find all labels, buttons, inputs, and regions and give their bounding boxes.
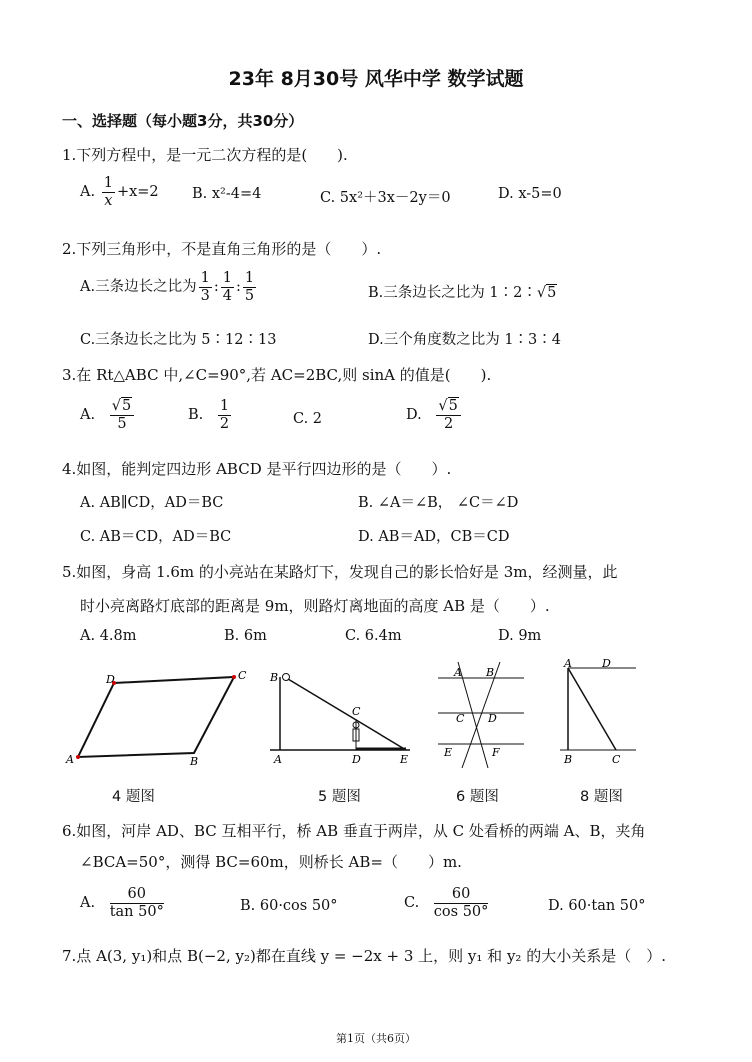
fraction bbox=[110, 398, 134, 432]
fraction bbox=[436, 398, 460, 432]
figure-6-parallel-lines bbox=[436, 658, 526, 773]
point-a bbox=[76, 755, 80, 759]
question-6-option-b: B. 60·cos 50° bbox=[240, 898, 338, 914]
question-1-option-b: B. x²-4=4 bbox=[192, 186, 262, 202]
fraction bbox=[102, 175, 115, 209]
fraction bbox=[218, 398, 231, 432]
label-a: A bbox=[454, 666, 462, 679]
numerator: √5 bbox=[436, 398, 460, 416]
question-1-option-a bbox=[80, 175, 159, 209]
label-b: B bbox=[486, 666, 495, 679]
question-3-option-c: C. 2 bbox=[293, 411, 323, 427]
page-title: 23年 8月30号 风华中学 数学试题 bbox=[228, 68, 524, 90]
option-label: D. bbox=[406, 407, 422, 424]
fraction bbox=[243, 270, 256, 304]
label-d: D bbox=[106, 673, 115, 686]
figure-4-parallelogram bbox=[60, 665, 250, 775]
segment-ac bbox=[568, 668, 616, 750]
question-3-option-a bbox=[80, 398, 136, 432]
label-b: B bbox=[190, 755, 199, 768]
numerator: 60 bbox=[110, 886, 164, 904]
fraction bbox=[199, 270, 212, 304]
figure-5-streetlight bbox=[266, 665, 416, 775]
question-6-option-d: D. 60·tan 50° bbox=[548, 898, 646, 914]
question-4-option-a: A. AB∥CD，AD＝BC bbox=[80, 495, 224, 511]
figure-8-caption: 8 题图 bbox=[580, 789, 623, 805]
question-3-option-d bbox=[406, 398, 463, 432]
label-c: C bbox=[612, 753, 621, 766]
question-5-stem-line-1: 5.如图，身高 1.6m 的小亮站在某路灯下，发现自己的影长恰好是 3m，经测量，此 bbox=[62, 563, 618, 581]
point-c bbox=[232, 675, 236, 679]
label-a: A bbox=[564, 658, 572, 670]
denominator: 2 bbox=[219, 415, 230, 432]
label-b: B bbox=[270, 671, 279, 684]
question-6-option-c bbox=[404, 886, 490, 920]
question-4-stem: 4.如图，能判定四边形 ABCD 是平行四边形的是（ ）. bbox=[62, 460, 452, 478]
label-a: A bbox=[66, 753, 74, 766]
fraction bbox=[110, 886, 164, 920]
label-c: C bbox=[456, 712, 465, 725]
question-2-stem: 2.下列三角形中，不是直角三角形的是（ ）. bbox=[62, 240, 382, 258]
denominator: 2 bbox=[443, 415, 454, 432]
parallelogram-shape bbox=[78, 677, 234, 757]
option-text: +x=2 bbox=[116, 184, 159, 201]
question-2-option-b: B.三条边长之比为 1∶2∶√5 bbox=[368, 285, 557, 301]
figure-4-caption: 4 题图 bbox=[112, 789, 155, 805]
denominator: 3 bbox=[200, 287, 210, 304]
option-label: B. bbox=[188, 407, 204, 424]
light-ray bbox=[288, 679, 406, 750]
option-label: C. bbox=[404, 895, 420, 912]
question-1-option-c: C. 5x²＋3x－2y＝0 bbox=[320, 190, 451, 206]
question-4-option-d: D. AB＝AD，CB＝CD bbox=[358, 529, 510, 545]
label-e: E bbox=[444, 746, 453, 759]
label-d: D bbox=[602, 658, 611, 670]
figure-5-caption: 5 题图 bbox=[318, 789, 361, 805]
question-5-option-a: A. 4.8m bbox=[80, 628, 137, 644]
page-footer: 第1页（共6页） bbox=[336, 1032, 416, 1045]
denominator: 5 bbox=[244, 287, 255, 304]
label-b: B bbox=[564, 753, 573, 766]
label-d: D bbox=[352, 753, 361, 766]
numerator: 1 bbox=[222, 270, 232, 286]
question-5-option-d: D. 9m bbox=[498, 628, 542, 644]
radicand: 5 bbox=[547, 285, 557, 301]
numerator: 1 bbox=[200, 270, 210, 286]
question-4-option-c: C. AB＝CD，AD＝BC bbox=[80, 529, 232, 545]
denominator: cos 50° bbox=[433, 903, 489, 920]
figure-8-bridge bbox=[556, 658, 642, 768]
numerator: 1 bbox=[244, 270, 255, 286]
separator: : bbox=[213, 279, 219, 296]
fraction bbox=[434, 886, 489, 920]
label-c: C bbox=[238, 669, 247, 682]
denominator: x bbox=[104, 192, 113, 209]
question-2-option-c: C.三条边长之比为 5∶12∶13 bbox=[80, 332, 277, 348]
label-a: A bbox=[274, 753, 282, 766]
figure-6-caption: 6 题图 bbox=[456, 789, 499, 805]
denominator: 4 bbox=[222, 287, 232, 304]
question-7-stem: 7.点 A(3, y₁)和点 B(−2, y₂)都在直线 y = −2x + 3 上，则 y₁ 和 y₂ 的大小关系是（ ）. bbox=[62, 947, 666, 965]
numerator: √5 bbox=[110, 398, 134, 416]
numerator: 1 bbox=[103, 175, 113, 191]
radicand: 5 bbox=[121, 398, 132, 414]
question-6-stem-line-2: ∠BCA=50°，测得 BC=60m，则桥长 AB=（ ）m. bbox=[80, 853, 462, 871]
separator: : bbox=[235, 279, 241, 296]
question-6-option-a bbox=[80, 886, 166, 920]
option-text: A.三条边长之比为 bbox=[80, 279, 197, 296]
numerator: 1 bbox=[219, 398, 230, 414]
question-5-option-c: C. 6.4m bbox=[345, 628, 402, 644]
question-5-option-b: B. 6m bbox=[224, 628, 267, 644]
label-d: D bbox=[488, 712, 497, 725]
question-5-stem-line-2: 时小亮离路灯底部的距离是 9m，则路灯离地面的高度 AB 是（ ）. bbox=[80, 597, 550, 615]
label-f: F bbox=[492, 746, 500, 759]
section-heading: 一、选择题（每小题3分，共30分） bbox=[62, 112, 304, 130]
radicand: 5 bbox=[448, 398, 458, 414]
label-c: C bbox=[352, 705, 361, 718]
option-label: A. bbox=[80, 895, 96, 912]
numerator: 60 bbox=[434, 886, 489, 904]
denominator: tan 50° bbox=[109, 903, 164, 920]
question-1-stem: 1.下列方程中，是一元二次方程的是( ). bbox=[62, 146, 348, 164]
denominator: 5 bbox=[117, 415, 127, 432]
question-4-option-b: B. ∠A＝∠B， ∠C＝∠D bbox=[358, 495, 519, 511]
question-2-option-d: D.三个角度数之比为 1∶3∶4 bbox=[368, 332, 562, 348]
question-6-stem-line-1: 6.如图，河岸 AD、BC 互相平行，桥 AB 垂直于两岸，从 C 处看桥的两端 A、B，夹角 bbox=[62, 822, 646, 840]
question-3-stem: 3.在 Rt△ABC 中,∠C=90°,若 AC=2BC,则 sinA 的值是( ). bbox=[62, 366, 492, 384]
label-e: E bbox=[400, 753, 409, 766]
option-label: A. bbox=[80, 184, 96, 201]
option-text: B.三条边长之比为 1∶2∶ bbox=[368, 285, 537, 301]
question-3-option-b bbox=[188, 398, 233, 432]
question-1-option-d: D. x-5=0 bbox=[498, 186, 562, 202]
question-2-option-a bbox=[80, 270, 258, 304]
option-label: A. bbox=[80, 407, 96, 424]
fraction bbox=[221, 270, 234, 304]
